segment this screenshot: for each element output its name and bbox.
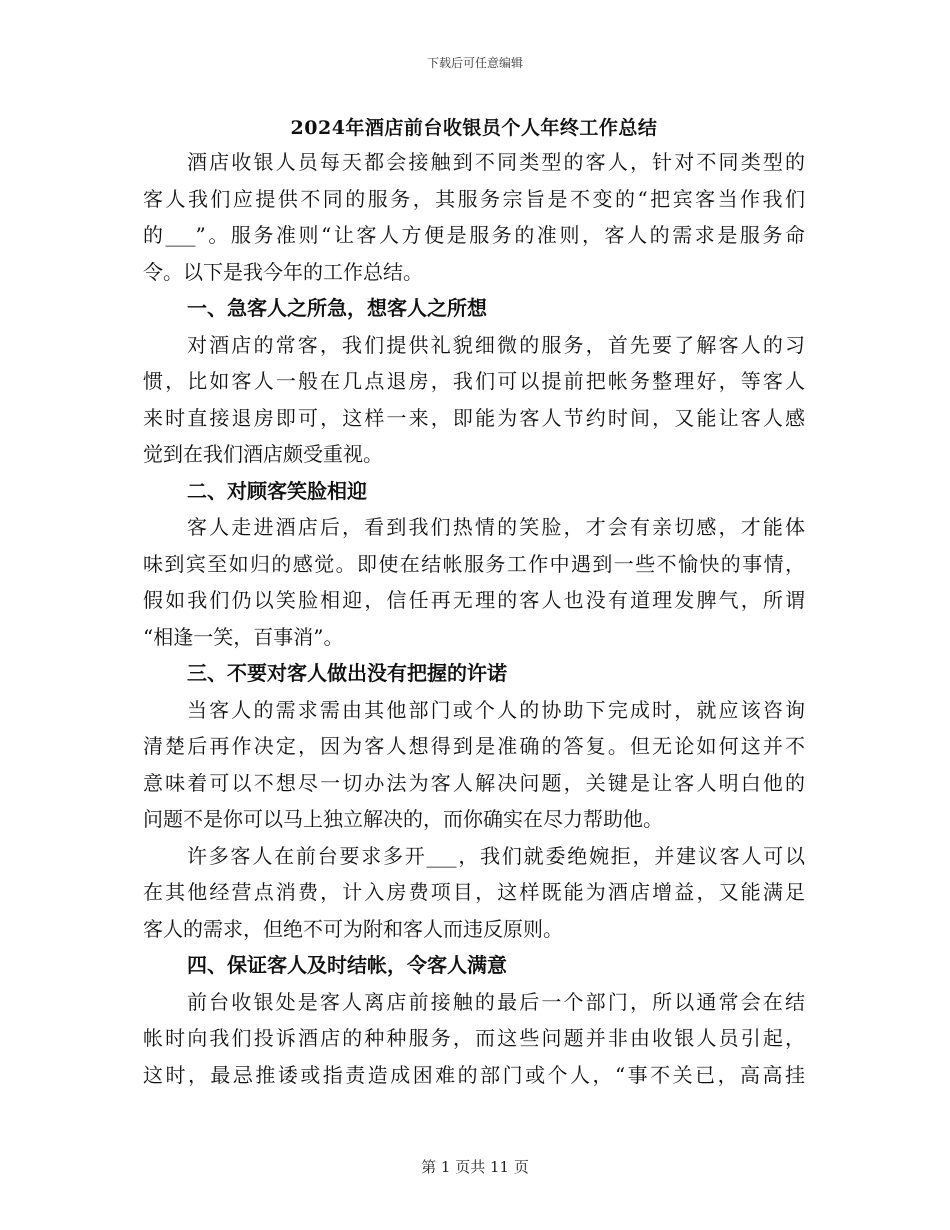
paragraph-section-3a xyxy=(143,692,805,838)
section-heading-2: 二、对顾客笑脸相迎 xyxy=(187,478,367,503)
text-line: 客人我们应提供不同的服务，其服务宗旨是不变的“把宾客当作我们 xyxy=(143,186,805,211)
text-line: 问题不是你可以马上独立解决的，而你确实在尽力帮助他。 xyxy=(143,807,663,831)
text-line: 前台收银处是客人离店前接触的最后一个部门，所以通常会在结 xyxy=(187,989,805,1014)
section-heading-4: 四、保证客人及时结帐，令客人满意 xyxy=(187,953,507,977)
document-body xyxy=(143,112,805,1093)
section-heading-1: 一、急客人之所急，想客人之所想 xyxy=(187,296,487,320)
page-number: 第 1 页共 11 页 xyxy=(421,1158,529,1176)
text-line: 酒店收银人员每天都会接触到不同类型的客人，针对不同类型的 xyxy=(187,150,805,174)
text-line: 客人的需求，但绝不可为附和客人而违反原则。 xyxy=(143,916,563,941)
text-line: 清楚后再作决定，因为客人想得到是准确的答复。但无论如何这并不 xyxy=(143,734,805,758)
paragraph-section-3b xyxy=(143,838,805,948)
text-line: “相逢一笑，百事消”。 xyxy=(143,624,344,649)
text-line: 惯，比如客人一般在几点退房，我们可以提前把帐务整理好，等客人 xyxy=(143,369,805,393)
text-line: 在其他经营点消费，计入房费项目，这样既能为酒店增益，又能满足 xyxy=(143,880,805,904)
text-line: 对酒店的常客，我们提供礼貌细微的服务，首先要了解客人的习 xyxy=(187,332,805,357)
text-line: 意味着可以不想尽一切办法为客人解决问题，关键是让客人明白他的 xyxy=(143,770,805,795)
text-line: 许多客人在前台要求多开___，我们就委绝婉拒，并建议客人可以 xyxy=(187,843,805,868)
document-title: 2024年酒店前台收银员个人年终工作总结 xyxy=(290,117,658,139)
paragraph-section-2 xyxy=(143,509,805,655)
text-line: 客人走进酒店后，看到我们热情的笑脸，才会有亲切感，才能体 xyxy=(187,515,805,539)
text-line: 来时直接退房即可，这样一来，即能为客人节约时间，又能让客人感 xyxy=(143,405,805,430)
section-heading-3: 三、不要对客人做出没有把握的许诺 xyxy=(187,661,507,685)
paragraph-section-4 xyxy=(143,984,805,1094)
text-line: 这时，最忌推诿或指责造成困难的部门或个人，“事不关已，高高挂 xyxy=(143,1062,805,1087)
text-line: 的___”。服务准则“让客人方便是服务的准则，客人的需求是服务命 xyxy=(143,223,805,247)
paragraph-section-1 xyxy=(143,327,805,473)
paragraph-intro xyxy=(143,144,805,290)
text-line: 觉到在我们酒店颇受重视。 xyxy=(143,442,383,466)
text-line: 帐时向我们投诉酒店的种种服务，而这些问题并非由收银人员引起， xyxy=(143,1026,805,1050)
text-line: 令。以下是我今年的工作总结。 xyxy=(143,259,423,284)
header-note: 下载后可任意编辑 xyxy=(426,56,523,70)
text-line: 假如我们仍以笑脸相迎，信任再无理的客人也没有道理发脾气，所谓 xyxy=(143,588,805,612)
text-line: 味到宾至如归的感觉。即使在结帐服务工作中遇到一些不愉快的事情， xyxy=(143,551,805,576)
text-line: 当客人的需求需由其他部门或个人的协助下完成时，就应该咨询 xyxy=(187,697,805,722)
